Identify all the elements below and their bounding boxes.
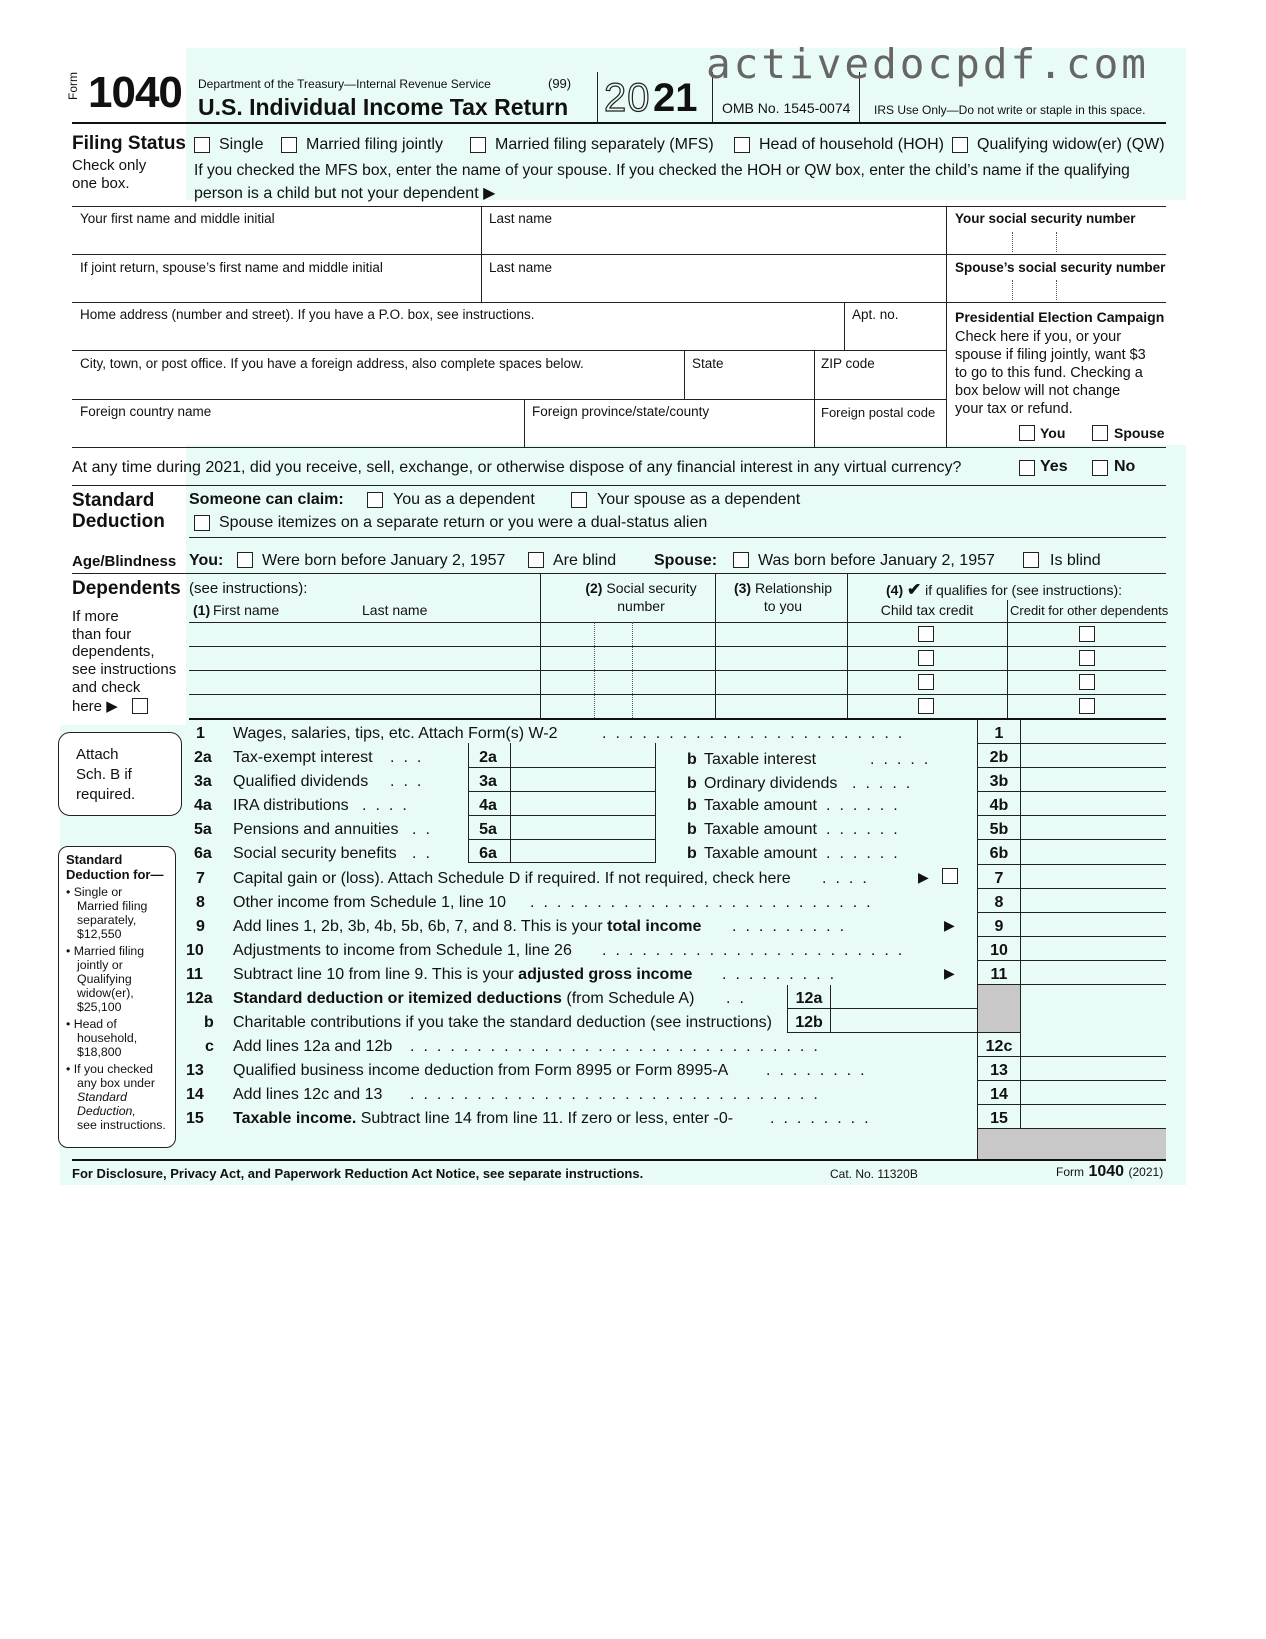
dep-col2-header (571, 580, 711, 596)
more-dependents-checkbox[interactable] (132, 698, 148, 714)
dependents-heading: Dependents (72, 578, 181, 599)
spouse-last-name-input[interactable] (486, 276, 941, 300)
line13-leader: ........ (766, 1062, 874, 1079)
head-of-household-checkbox[interactable] (734, 137, 750, 153)
sd-box-list (66, 885, 166, 1132)
line5b-leader: ...... (826, 821, 907, 838)
single-label: Single (219, 136, 264, 153)
spouse-first-name-input[interactable] (76, 276, 476, 300)
line6a-leader: .. (412, 845, 439, 862)
line3a-amount[interactable] (512, 769, 654, 790)
line9-text-a: Add lines 1, 2b, 3b, 4b, 5b, 6b, 7, and 8. This is your (233, 918, 608, 935)
dependent-row[interactable] (189, 647, 1166, 670)
line3b-box-label: 3b (989, 773, 1009, 790)
dep-col4b-label: Credit for other dependents (1010, 603, 1169, 618)
spouse-born-before-label: Was born before January 2, 1957 (758, 552, 995, 569)
dep-col2-label-a: Social security (606, 580, 697, 596)
line14-box-label: 14 (990, 1086, 1008, 1103)
sd-item: any box under (77, 1076, 155, 1090)
spouse-dependent-checkbox[interactable] (571, 492, 587, 508)
line7-box-label: 7 (994, 870, 1004, 887)
sd-item: $25,100 (77, 1000, 122, 1014)
line12a-box-label: 12a (795, 990, 823, 1007)
sd-item: • Head of (66, 1017, 117, 1031)
line6a-text: Social security benefits (233, 845, 397, 862)
line7-checkbox[interactable] (942, 868, 958, 884)
line3b-text: Ordinary dividends (704, 775, 838, 792)
line12b-num: b (204, 1014, 214, 1031)
you-born-before-checkbox[interactable] (237, 552, 253, 568)
virtual-currency-yes-checkbox[interactable] (1019, 460, 1035, 476)
line3b-letter: b (687, 775, 697, 792)
virtual-currency-no-label: No (1114, 458, 1136, 475)
line1-text: Wages, salaries, tips, etc. Attach Form(s) W-2 (233, 725, 558, 742)
line8-amount[interactable] (1022, 890, 1164, 911)
line9-box-label: 9 (994, 918, 1004, 935)
line1-amount[interactable] (1022, 721, 1164, 742)
line4a-amount[interactable] (512, 793, 654, 814)
line8-leader: .......................... (530, 894, 880, 911)
line2b-box-label: 2b (989, 749, 1009, 766)
line4b-leader: ...... (826, 797, 907, 814)
line12a-num: 12a (186, 990, 213, 1007)
dependents-side-6: here ▶ (72, 698, 118, 715)
attach-line-3: required. (76, 786, 136, 803)
spouse-blind-checkbox[interactable] (1023, 552, 1039, 568)
line9-leader: ......... (732, 918, 854, 935)
line12a-text (233, 990, 694, 1008)
line6a-amount[interactable] (512, 841, 654, 862)
pec-spouse-label: Spouse (1114, 425, 1165, 441)
line6b-text: Taxable amount (704, 845, 817, 862)
state-input[interactable] (688, 372, 810, 396)
dep-col1b-label: Last name (362, 602, 428, 618)
zip-label: ZIP code (821, 356, 875, 371)
sd-item: jointly or (77, 958, 123, 972)
standard-deduction-heading-1: Standard (72, 490, 155, 511)
line12c-num: c (205, 1038, 214, 1055)
sd-item: see instructions. (77, 1118, 166, 1132)
line13-num: 13 (186, 1062, 204, 1079)
line2b-text: Taxable interest (704, 751, 817, 768)
line12c-amount[interactable] (1022, 1034, 1164, 1055)
dependents-see: (see instructions): (189, 580, 308, 597)
line11-text-a: Subtract line 10 from line 9. This is your (233, 966, 519, 983)
city-label: City, town, or post office. If you have a foreign address, also complete spaces below. (80, 356, 584, 371)
line3a-box-label: 3a (479, 773, 497, 790)
other-dependents-credit-checkbox[interactable] (1079, 626, 1095, 642)
child-tax-credit-checkbox[interactable] (918, 698, 934, 714)
foreign-country-input[interactable] (76, 420, 520, 444)
dep-col4a-label: Child tax credit (880, 602, 974, 618)
sd-item: Deduction, (77, 1104, 136, 1118)
line11-num: 11 (186, 966, 203, 983)
dependents-side-3: dependents, (72, 643, 155, 660)
line3b-leader: ..... (852, 775, 920, 792)
line3a-num: 3a (194, 773, 212, 790)
line12b-text: Charitable contributions if you take the standard deduction (see instructions) (233, 1014, 772, 1031)
sd-item: widow(er), (77, 986, 134, 1000)
pec-title: Presidential Election Campaign (955, 309, 1165, 325)
zip-input[interactable] (818, 372, 942, 396)
footer-notice: For Disclosure, Privacy Act, and Paperwork Reduction Act Notice, see separate instructions. (72, 1166, 644, 1181)
line1-num: 1 (196, 725, 205, 742)
checkmark-icon: ✔ (907, 580, 922, 599)
line3a-leader: ... (390, 773, 431, 790)
line5a-amount[interactable] (512, 817, 654, 838)
dependents-side-1: If more (72, 608, 119, 625)
line9-amount[interactable] (1022, 914, 1164, 935)
sd-item: Married filing (77, 899, 148, 913)
dependent-row[interactable] (189, 695, 1166, 718)
line15-leader: ........ (770, 1110, 878, 1127)
spouse-first-name-label: If joint return, spouse’s first name and middle initial (80, 260, 383, 275)
line11-text (233, 966, 692, 984)
you-blind-label: Are blind (553, 552, 617, 569)
line1-leader: ....................... (602, 725, 912, 742)
spouse-dependent-label: Your spouse as a dependent (597, 491, 801, 508)
dependents-side-5: and check (72, 679, 141, 696)
line7-leader: .... (822, 870, 876, 887)
filing-status-sub1: Check only (72, 157, 147, 174)
age-blindness-heading: Age/Blindness (72, 553, 177, 570)
code: (99) (548, 76, 572, 91)
single-checkbox[interactable] (194, 137, 210, 153)
year-bold: 21 (653, 76, 698, 120)
line10-leader: ....................... (602, 942, 912, 959)
line13-text: Qualified business income deduction from Form 8995 or Form 8995-A (233, 1062, 729, 1079)
arrow-right-icon: ▶ (918, 869, 929, 885)
footer-year: (2021) (1128, 1165, 1164, 1179)
filing-status-heading: Filing Status (72, 133, 186, 154)
footer-cat: Cat. No. 11320B (830, 1167, 918, 1181)
footer-form (1056, 1163, 1163, 1181)
spouse-itemizes-checkbox[interactable] (194, 515, 210, 531)
line5b-letter: b (687, 821, 697, 838)
foreign-province-input[interactable] (528, 420, 810, 444)
dep-col2-num: (2) (585, 580, 603, 596)
year-outline: 20 (604, 76, 651, 120)
line11-leader: ......... (722, 966, 844, 983)
first-name-label: Your first name and middle initial (80, 211, 275, 226)
dependents-side-2: than four (72, 626, 132, 643)
married-jointly-checkbox[interactable] (281, 137, 297, 153)
virtual-currency-question: At any time during 2021, did you receive, sell, exchange, or otherwise dispose of any financial interest in any virtual currency? (72, 459, 962, 476)
line12a-leader: .. (726, 990, 753, 1007)
line4a-num: 4a (194, 797, 212, 814)
pec-line-4: box below will not change (955, 383, 1121, 399)
state-label: State (692, 356, 724, 371)
pec-you-checkbox[interactable] (1019, 425, 1035, 441)
someone-can-claim: Someone can claim: (189, 491, 344, 508)
line4a-text: IRA distributions (233, 797, 349, 814)
last-name-label: Last name (489, 211, 553, 226)
sd-item: separately, (77, 913, 137, 927)
home-address-input[interactable] (76, 324, 840, 348)
line2a-box-label: 2a (479, 749, 497, 766)
dep-col3-label-a: Relationship (754, 580, 833, 596)
spouse-born-before-checkbox[interactable] (733, 552, 749, 568)
sd-item: Standard (77, 1090, 127, 1104)
line12c-leader: ............................... (410, 1038, 827, 1055)
line14-leader: ............................... (410, 1086, 827, 1103)
line5a-leader: .. (412, 821, 439, 838)
irs-use-only: IRS Use Only—Do not write or staple in this space. (874, 103, 1146, 117)
line2a-leader: ... (390, 749, 431, 766)
sd-item: household, (77, 1031, 138, 1045)
line10-num: 10 (186, 942, 204, 959)
other-dependents-credit-checkbox[interactable] (1079, 698, 1095, 714)
line5b-box-label: 5b (989, 821, 1009, 838)
form-number: 1040 (88, 68, 182, 117)
age-spouse-label: Spouse: (654, 552, 718, 569)
foreign-postal-label: Foreign postal code (821, 405, 936, 420)
pec-you-label: You (1040, 425, 1066, 441)
sd-box-title-2: Deduction for— (66, 867, 164, 882)
other-dependents-credit-checkbox[interactable] (1079, 650, 1095, 666)
last-name-input[interactable] (486, 228, 941, 252)
line6b-amount[interactable] (1022, 841, 1164, 862)
line6a-box-label: 6a (479, 845, 497, 862)
footer-form-number: 1040 (1088, 1163, 1125, 1180)
standard-deduction-heading-2: Deduction (72, 511, 165, 532)
line6b-letter: b (687, 845, 697, 862)
line15-amount[interactable] (1022, 1106, 1164, 1127)
line2a-num: 2a (194, 749, 212, 766)
foreign-province-label: Foreign province/state/county (532, 404, 710, 419)
dep-col4-header (886, 580, 1122, 600)
watermark: activedocpdf.com (706, 40, 1149, 88)
line11-amount[interactable] (1022, 962, 1164, 983)
line7-text: Capital gain or (loss). Attach Schedule D if required. If not required, check here (233, 870, 791, 887)
ssn-label: Your social security number (955, 211, 1136, 226)
married-separately-label: Married filing separately (MFS) (495, 136, 714, 153)
line12b-amount[interactable] (832, 1010, 975, 1030)
filing-status-note1: If you checked the MFS box, enter the name of your spouse. If you checked the HOH or QW box, enter the child’s name if the qualifying (194, 162, 1130, 179)
form-title: U.S. Individual Income Tax Return (198, 94, 569, 120)
spouse-ssn-input[interactable] (950, 276, 1164, 300)
line11-box-label: 11 (990, 966, 1008, 983)
child-tax-credit-checkbox[interactable] (918, 674, 934, 690)
other-dependents-credit-checkbox[interactable] (1079, 674, 1095, 690)
apt-input[interactable] (848, 324, 942, 348)
line2b-leader: ..... (870, 751, 938, 768)
line12a-text-a: Standard deduction or itemized deductions (233, 990, 562, 1007)
line3a-text: Qualified dividends (233, 773, 369, 790)
line5b-text: Taxable amount (704, 821, 817, 838)
line5a-num: 5a (194, 821, 212, 838)
line6a-num: 6a (194, 845, 212, 862)
line12c-box-label: 12c (985, 1038, 1013, 1055)
line1-box-label: 1 (994, 725, 1004, 742)
arrow-right-icon: ▶ (944, 965, 955, 981)
head-of-household-label: Head of household (HOH) (759, 136, 944, 153)
pec-line-5: your tax or refund. (955, 401, 1073, 417)
sd-item: • Married filing (66, 944, 145, 958)
line13-amount[interactable] (1022, 1058, 1164, 1079)
line15-num: 15 (186, 1110, 204, 1127)
apt-label: Apt. no. (852, 307, 899, 322)
line6b-box-label: 6b (989, 845, 1009, 862)
line15-text-a: Taxable income. (233, 1110, 357, 1127)
line14-amount[interactable] (1022, 1082, 1164, 1103)
line7-amount[interactable] (1022, 866, 1164, 887)
line8-box-label: 8 (994, 894, 1004, 911)
line10-text: Adjustments to income from Schedule 1, line 26 (233, 942, 572, 959)
dependents-side-4: see instructions (72, 661, 177, 678)
footer-form-word: Form (1056, 1165, 1084, 1179)
line5a-box-label: 5a (479, 821, 497, 838)
you-born-before-label: Were born before January 2, 1957 (262, 552, 506, 569)
line14-num: 14 (186, 1086, 204, 1103)
home-address-label: Home address (number and street). If you have a P.O. box, see instructions. (80, 307, 535, 322)
filing-status-sub2: one box. (72, 175, 130, 192)
qualifying-widow-label: Qualifying widow(er) (QW) (977, 136, 1165, 153)
attach-line-1: Attach (76, 746, 119, 763)
you-dependent-label: You as a dependent (393, 491, 535, 508)
line7-num: 7 (196, 870, 205, 887)
line12c-text: Add lines 12a and 12b (233, 1038, 393, 1055)
line2a-amount[interactable] (512, 745, 654, 766)
child-tax-credit-checkbox[interactable] (918, 626, 934, 642)
sd-item: Qualifying (77, 972, 132, 986)
foreign-postal-input[interactable] (818, 420, 942, 444)
line15-text-b: Subtract line 14 from line 11. If zero or less, enter -0- (356, 1110, 734, 1127)
line10-amount[interactable] (1022, 938, 1164, 959)
filing-status-note2: person is a child but not your dependent ▶ (194, 185, 496, 202)
sd-item: $18,800 (77, 1045, 122, 1059)
line12a-text-b: (from Schedule A) (561, 990, 695, 1007)
line8-text: Other income from Schedule 1, line 10 (233, 894, 507, 911)
dependent-row[interactable] (189, 671, 1166, 694)
spouse-last-name-label: Last name (489, 260, 553, 275)
pec-spouse-checkbox[interactable] (1092, 425, 1108, 441)
ssn-input[interactable] (950, 228, 1164, 252)
sd-item: $12,550 (77, 927, 122, 941)
virtual-currency-yes-label: Yes (1040, 458, 1068, 475)
line4b-text: Taxable amount (704, 797, 817, 814)
spouse-blind-label: Is blind (1050, 552, 1101, 569)
you-blind-checkbox[interactable] (528, 552, 544, 568)
spouse-itemizes-label: Spouse itemizes on a separate return or you were a dual-status alien (219, 514, 708, 531)
dep-col3-header (718, 580, 848, 596)
married-separately-checkbox[interactable] (470, 137, 486, 153)
line12a-amount[interactable] (832, 987, 975, 1007)
dependent-row[interactable] (189, 623, 1166, 646)
line5a-text: Pensions and annuities (233, 821, 399, 838)
line4b-letter: b (687, 797, 697, 814)
city-input[interactable] (76, 372, 680, 396)
dep-col3-num: (3) (733, 580, 752, 596)
line4b-box-label: 4b (989, 797, 1009, 814)
line8-num: 8 (196, 894, 205, 911)
child-tax-credit-checkbox[interactable] (918, 650, 934, 666)
line14-text: Add lines 12c and 13 (233, 1086, 383, 1103)
sd-item: • Single or (66, 885, 123, 899)
foreign-country-label: Foreign country name (80, 404, 212, 419)
line2a-text: Tax-exempt interest (233, 749, 373, 766)
line4a-leader: .... (362, 797, 416, 814)
sd-box-title-1: Standard (66, 852, 123, 867)
arrow-right-icon: ▶ (944, 917, 955, 933)
line10-box-label: 10 (990, 942, 1008, 959)
line12b-box-label: 12b (795, 1014, 823, 1031)
dep-col4-num: (4) (886, 582, 904, 598)
virtual-currency-no-checkbox[interactable] (1092, 460, 1108, 476)
line2b-amount[interactable] (1022, 745, 1164, 766)
line9-num: 9 (196, 918, 205, 935)
department: Department of the Treasury—Internal Revenue Service (198, 77, 491, 91)
line5b-amount[interactable] (1022, 817, 1164, 838)
line15-text (233, 1110, 733, 1128)
line3b-amount[interactable] (1022, 769, 1164, 790)
pec-line-2: spouse if filing jointly, want $3 (955, 347, 1146, 363)
dep-col3-label-b: to you (763, 598, 803, 614)
qualifying-widow-checkbox[interactable] (952, 137, 968, 153)
form-vertical-label: Form (66, 72, 80, 100)
line6b-leader: ...... (826, 845, 907, 862)
line11-text-b: adjusted gross income (518, 966, 693, 983)
pec-line-1: Check here if you, or your (955, 329, 1122, 345)
you-dependent-checkbox[interactable] (367, 492, 383, 508)
line9-text (233, 918, 701, 936)
line13-box-label: 13 (990, 1062, 1008, 1079)
line4b-amount[interactable] (1022, 793, 1164, 814)
dep-col1-label: First name (213, 602, 280, 618)
dep-col1-num: (1) (193, 602, 211, 618)
attach-line-2: Sch. B if (76, 766, 132, 783)
dep-col2-label-b: number (617, 598, 665, 614)
line9-text-b: total income (607, 918, 702, 935)
line2b-letter: b (687, 751, 697, 768)
pec-line-3: to go to this fund. Checking a (955, 365, 1143, 381)
married-jointly-label: Married filing jointly (306, 136, 443, 153)
sd-item: • If you checked (66, 1062, 154, 1076)
line4a-box-label: 4a (479, 797, 497, 814)
spouse-ssn-label: Spouse’s social security number (955, 260, 1166, 275)
dep-col4-label: if qualifies for (see instructions): (925, 582, 1123, 598)
age-you-label: You: (189, 552, 224, 569)
line15-box-label: 15 (990, 1110, 1008, 1127)
omb-number: OMB No. 1545-0074 (722, 100, 851, 116)
first-name-input[interactable] (76, 228, 476, 252)
